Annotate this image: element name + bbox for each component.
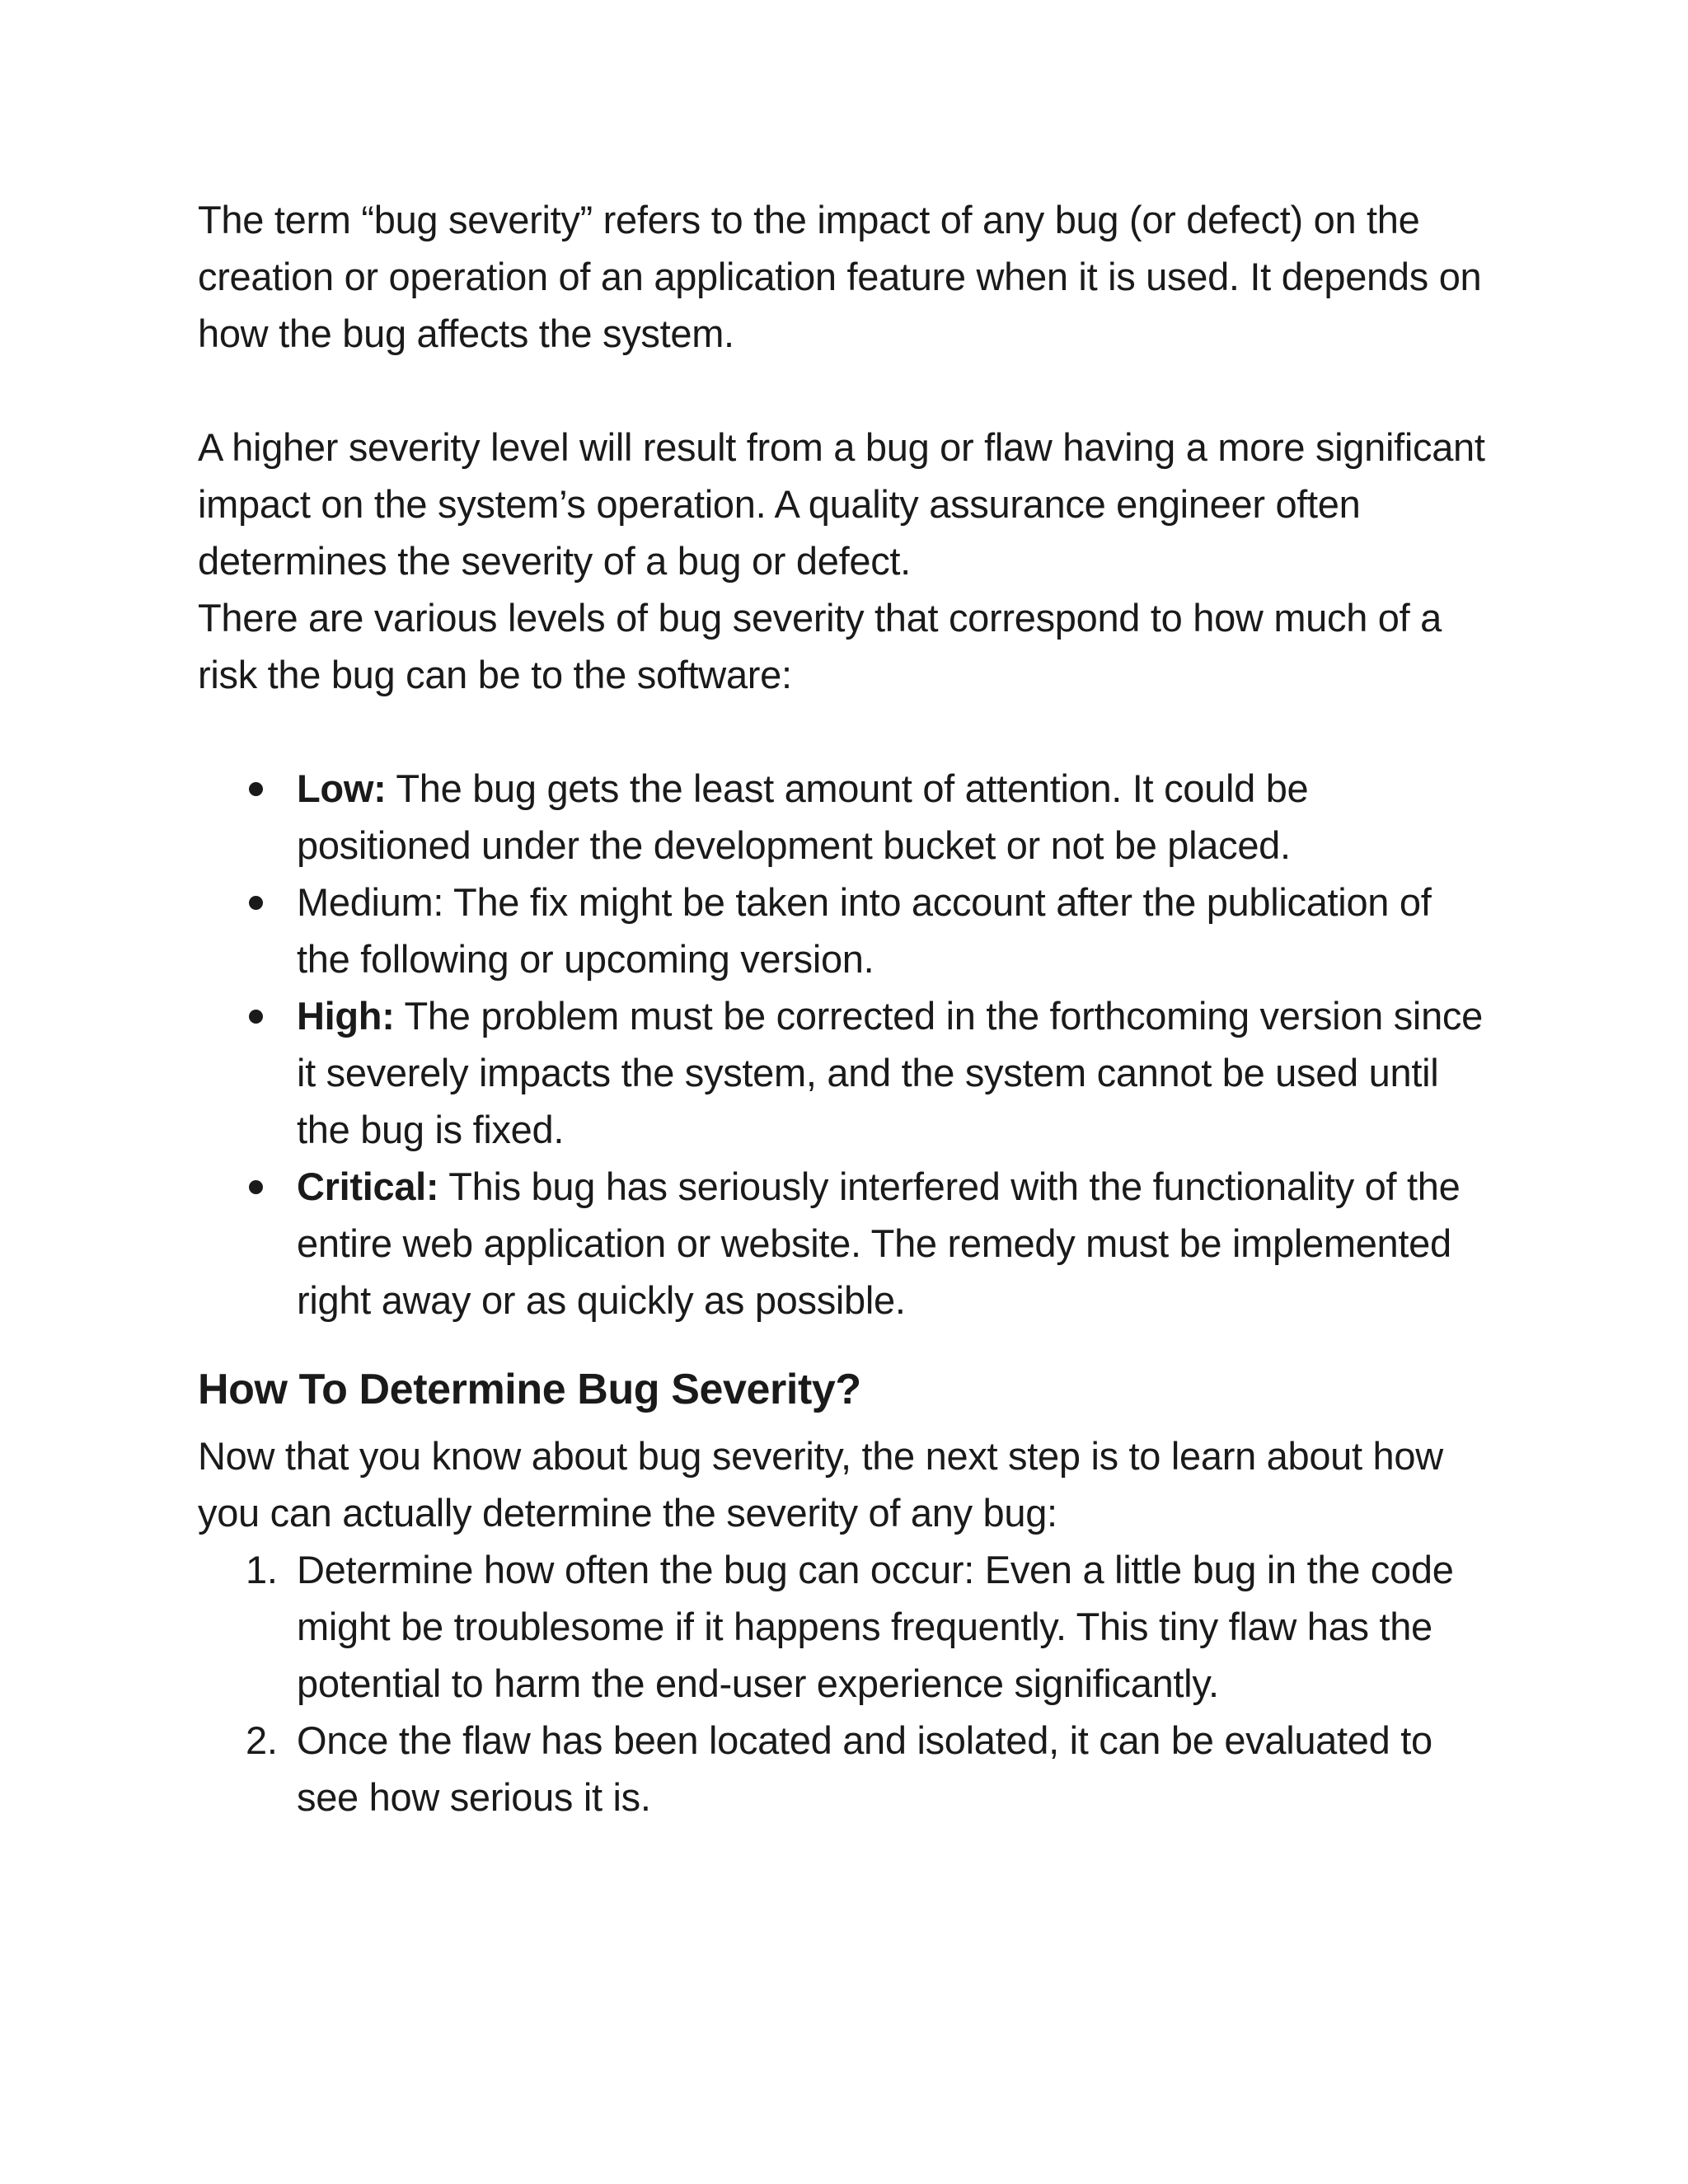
severity-text-high: The problem must be corrected in the forthcoming version since it severely impacts the system, and the system cannot be used until the bug is fixed. (297, 994, 1483, 1151)
severity-label-low: Low: (297, 766, 387, 810)
bullet-icon (249, 1010, 263, 1024)
severity-text-critical: This bug has seriously interfered with the functionality of the entire web application or website. The remedy must be implemented right away or as quickly as possible. (297, 1165, 1461, 1322)
bullet-icon (249, 896, 263, 910)
section-heading: How To Determine Bug Severity? (198, 1366, 861, 1413)
step-text: Once the flaw has been located and isolated, it can be evaluated to see how serious it is. (297, 1718, 1432, 1819)
step-number: 1. (246, 1548, 278, 1591)
document-page (198, 191, 1492, 1825)
intro-paragraph-1: The term “bug severity” refers to the impact of any bug (or defect) on the creation or operation of an application feature when it is used. It depends on how the bug affects the system. (198, 198, 1482, 355)
intro-paragraph-2: A higher severity level will result from a bug or flaw having a more significant impact on the system’s operation. A quality assurance engineer often determines the severity of a bug or defect. (198, 425, 1485, 583)
paragraph-spacer (198, 362, 1492, 419)
section-intro-paragraph: Now that you know about bug severity, the next step is to learn about how you can actually determine the severity of any bug: (198, 1434, 1443, 1535)
list-item-step-1 (246, 1541, 1492, 1712)
list-item-critical (297, 1158, 1492, 1329)
steps-list (198, 1541, 1492, 1825)
severity-label-high: High: (297, 994, 395, 1038)
list-item-high (297, 987, 1492, 1158)
list-item-step-2 (246, 1712, 1492, 1825)
bullet-icon (249, 1180, 263, 1194)
severity-level-list (198, 760, 1492, 1329)
intro-paragraph-3: There are various levels of bug severity that correspond to how much of a risk the bug can be to the software: (198, 596, 1442, 696)
list-item-medium (297, 874, 1492, 987)
list-item-low (297, 760, 1492, 874)
step-text: Determine how often the bug can occur: Even a little bug in the code might be troublesome if it happens frequently. This tiny flaw has the potential to harm the end-user experience significantly. (297, 1548, 1454, 1705)
bullet-icon (249, 782, 263, 796)
step-number: 2. (246, 1718, 278, 1762)
severity-text-medium: Medium: The fix might be taken into account after the publication of the following or upcoming version. (297, 880, 1432, 981)
severity-text-low: The bug gets the least amount of attention. It could be positioned under the development bucket or not be placed. (297, 766, 1309, 867)
severity-label-critical: Critical: (297, 1165, 439, 1208)
